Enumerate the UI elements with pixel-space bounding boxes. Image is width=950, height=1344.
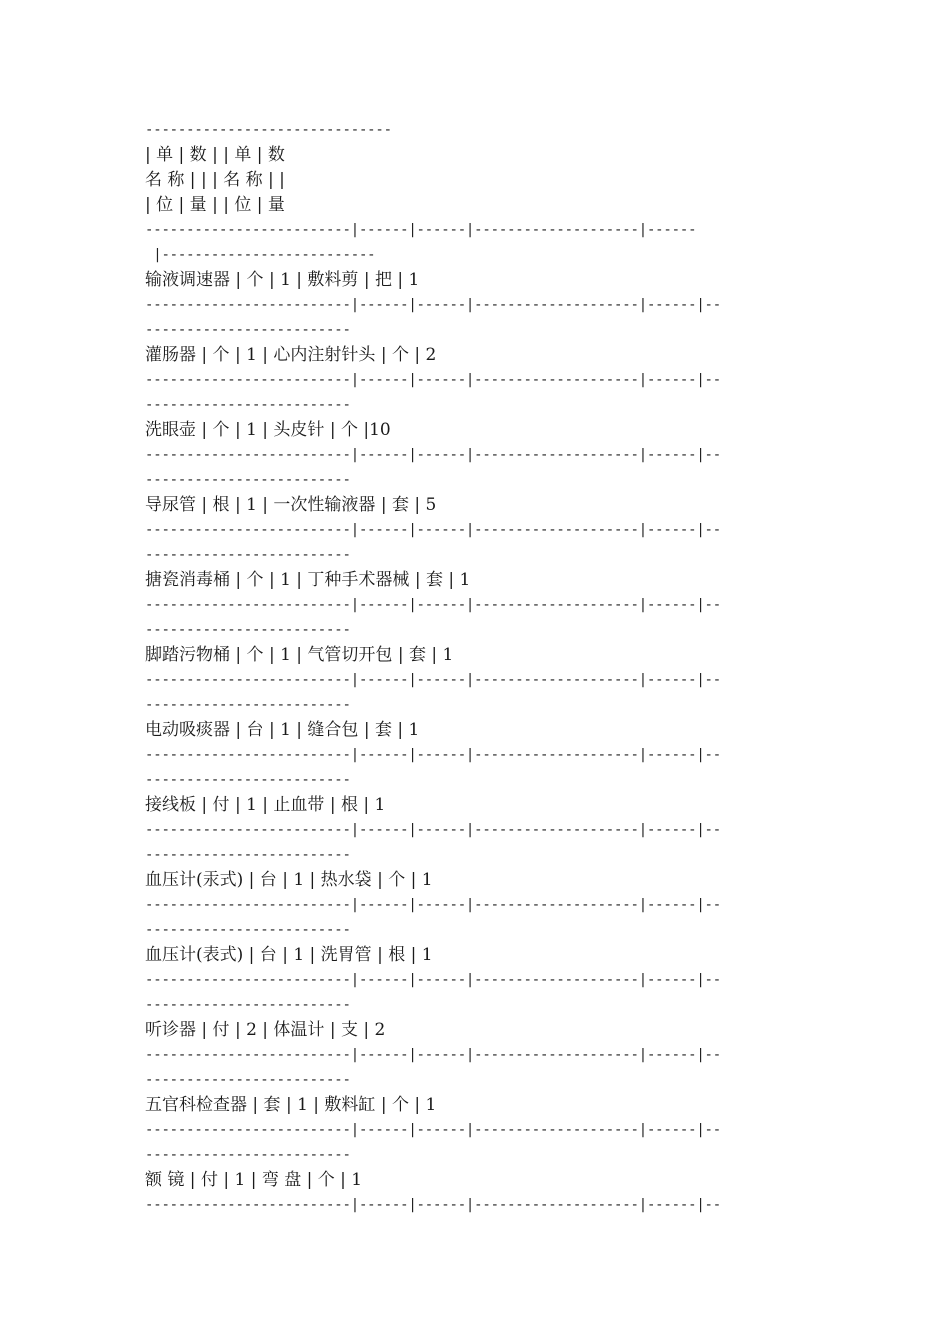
table-row: 听诊器 | 付 | 2 | 体温计 | 支 | 2 [145,1020,386,1040]
row-rule-a: -------------------------|------|------|--------------------|------|-- [145,747,722,763]
header-rule-b: |-------------------------- [145,247,376,263]
table-row: 额 镜 | 付 | 1 | 弯 盘 | 个 | 1 [145,1170,363,1190]
header-line-1: | 单 | 数 | | 单 | 数 [145,145,285,165]
table-row: 脚踏污物桶 | 个 | 1 | 气管切开包 | 套 | 1 [145,645,454,665]
row-rule-a: -------------------------|------|------|--------------------|------|-- [145,672,722,688]
table-row: 接线板 | 付 | 1 | 止血带 | 根 | 1 [145,795,386,815]
row-rule-a: -------------------------|------|------|--------------------|------|-- [145,822,722,838]
row-rule-b: ------------------------- [145,547,351,563]
header-line-3: | 位 | 量 | | 位 | 量 [145,195,285,215]
row-rule-b: ------------------------- [145,697,351,713]
row-rule-b: ------------------------- [145,847,351,863]
table-row: 洗眼壶 | 个 | 1 | 头皮针 | 个 |10 [145,420,391,440]
row-rule-a: -------------------------|------|------|--------------------|------|-- [145,1122,722,1138]
row-rule-b: ------------------------- [145,997,351,1013]
row-rule-a: -------------------------|------|------|--------------------|------|-- [145,372,722,388]
row-rule-a: -------------------------|------|------|--------------------|------|-- [145,972,722,988]
row-rule-b: ------------------------- [145,322,351,338]
row-rule-a: -------------------------|------|------|--------------------|------|-- [145,1197,722,1213]
table-row: 输液调速器 | 个 | 1 | 敷料剪 | 把 | 1 [145,270,420,290]
header-line-2: 名 称 | | | 名 称 | | [145,170,285,190]
row-rule-a: -------------------------|------|------|--------------------|------|-- [145,297,722,313]
row-rule-b: ------------------------- [145,1072,351,1088]
table-row: 五官科检查器 | 套 | 1 | 敷料缸 | 个 | 1 [145,1095,437,1115]
row-rule-a: -------------------------|------|------|--------------------|------|-- [145,1047,722,1063]
table-row: 血压计(汞式) | 台 | 1 | 热水袋 | 个 | 1 [145,870,433,890]
row-rule-a: -------------------------|------|------|--------------------|------|-- [145,522,722,538]
table-row: 电动吸痰器 | 台 | 1 | 缝合包 | 套 | 1 [145,720,420,740]
row-rule-b: ------------------------- [145,397,351,413]
row-rule-b: ------------------------- [145,622,351,638]
header-rule-a: -------------------------|------|------|--------------------|------ [145,222,697,238]
row-rule-b: ------------------------- [145,472,351,488]
equipment-table-document [145,118,865,1218]
table-row: 搪瓷消毒桶 | 个 | 1 | 丁种手术器械 | 套 | 1 [145,570,471,590]
row-rule-a: -------------------------|------|------|--------------------|------|-- [145,597,722,613]
row-rule-b: ------------------------- [145,922,351,938]
row-rule-b: ------------------------- [145,772,351,788]
row-rule-a: -------------------------|------|------|--------------------|------|-- [145,897,722,913]
row-rule-a: -------------------------|------|------|--------------------|------|-- [145,447,722,463]
table-row: 血压计(表式) | 台 | 1 | 洗胃管 | 根 | 1 [145,945,433,965]
table-row: 导尿管 | 根 | 1 | 一次性输液器 | 套 | 5 [145,495,437,515]
row-rule-b: ------------------------- [145,1147,351,1163]
table-row: 灌肠器 | 个 | 1 | 心内注射针头 | 个 | 2 [145,345,437,365]
top-rule: ------------------------------ [145,122,392,138]
